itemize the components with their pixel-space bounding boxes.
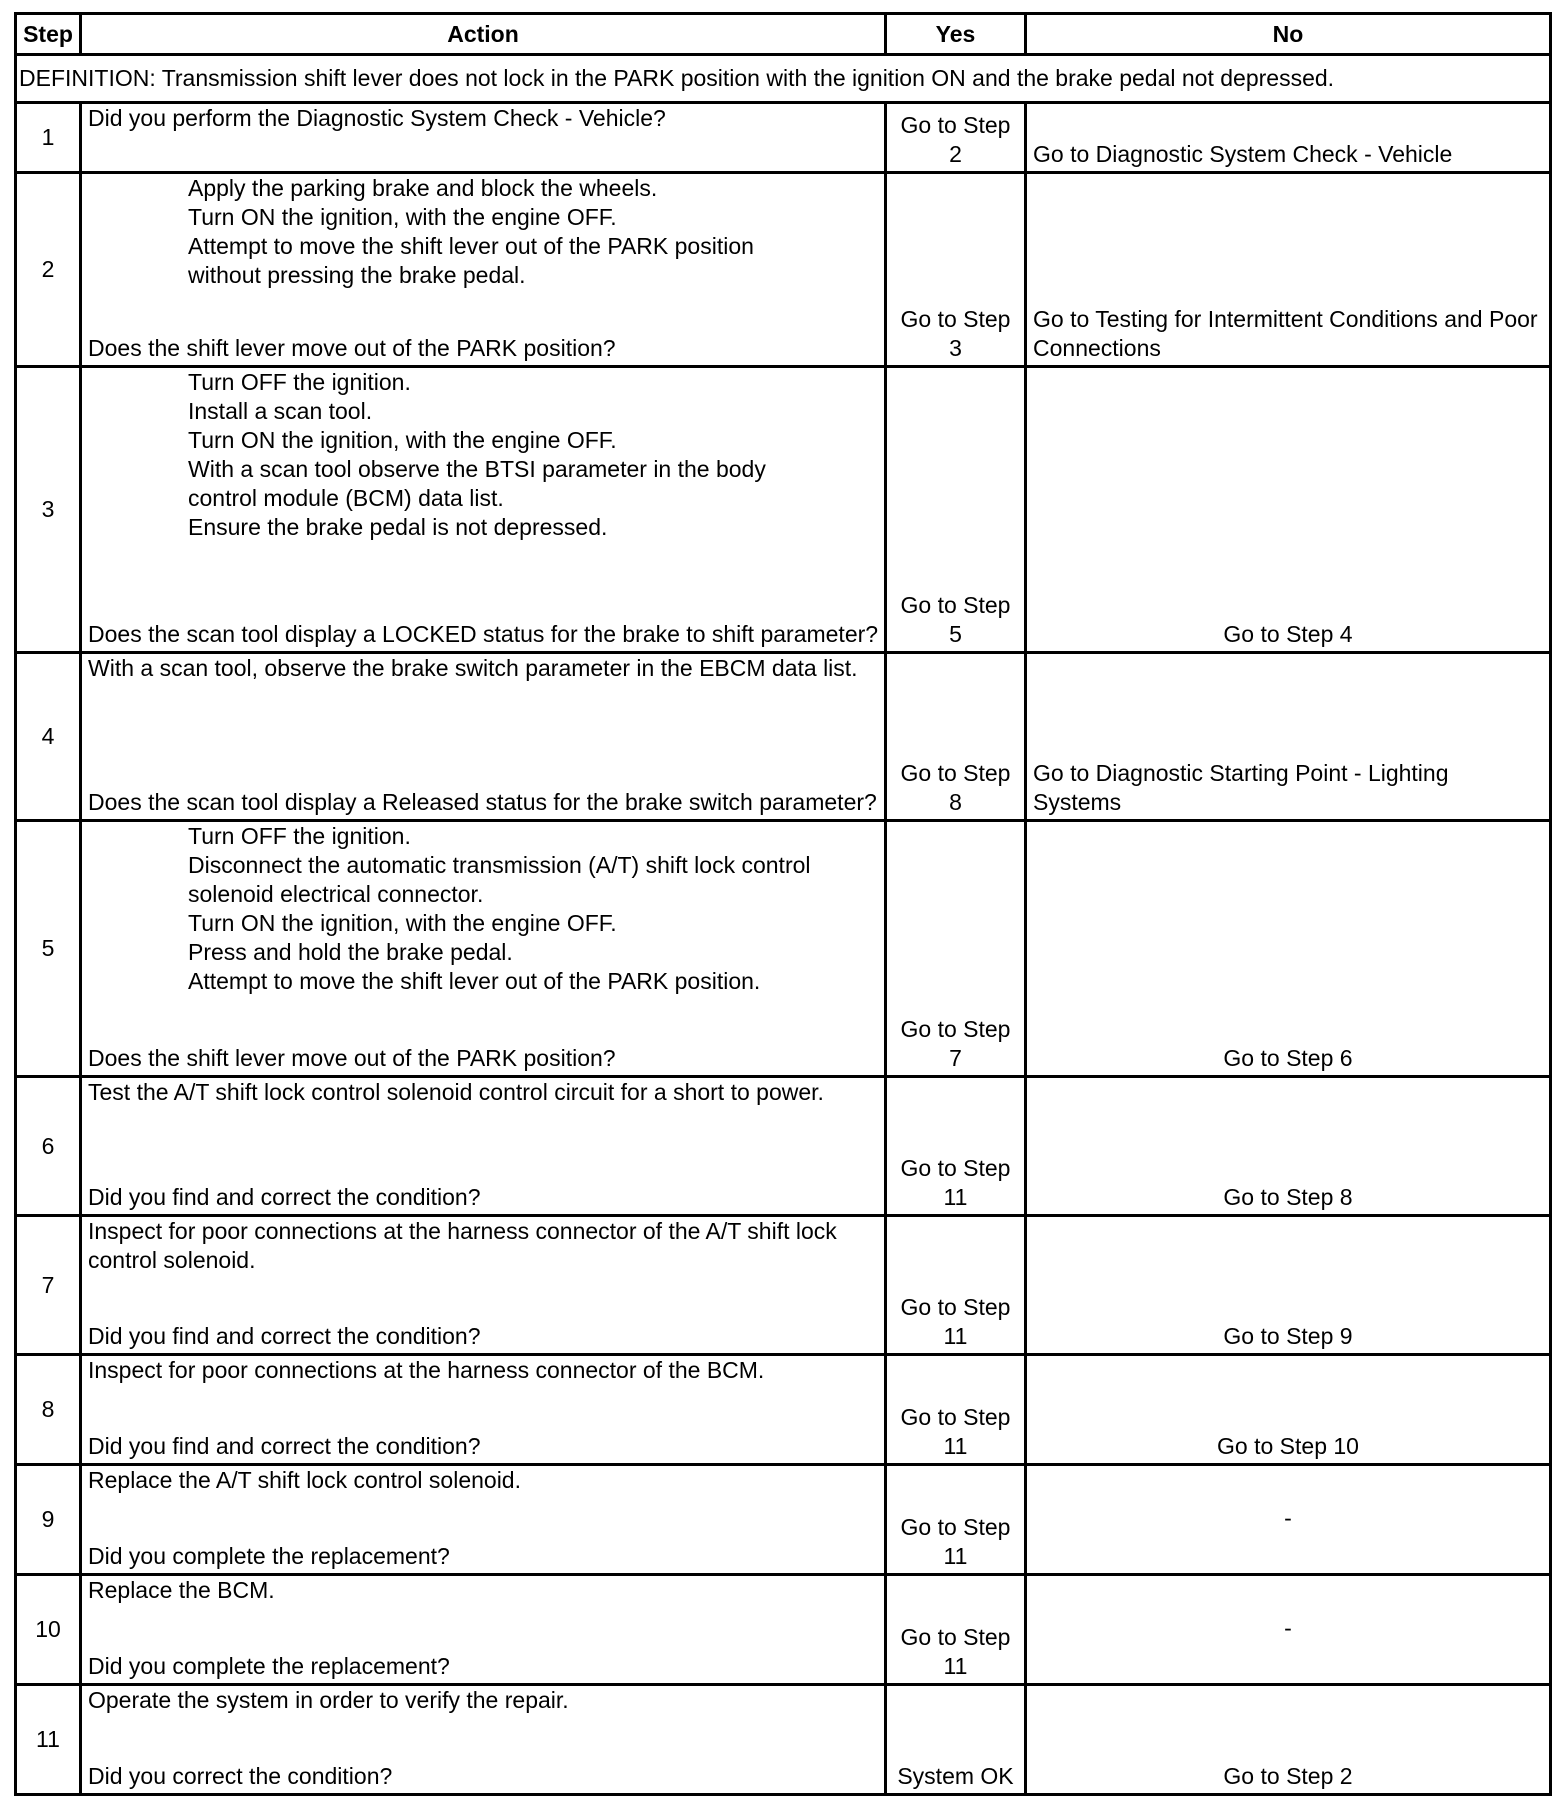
- action-cell: [81, 103, 886, 173]
- yes-cell: [886, 1685, 1026, 1795]
- yes-text: Go to Step: [900, 1514, 1011, 1540]
- yes-step: 11: [943, 1543, 968, 1569]
- action-cell: [81, 1077, 886, 1216]
- action-cell: [81, 653, 886, 821]
- action-question: Did you complete the replacement?: [88, 1653, 450, 1679]
- instruction-item: Turn ON the ignition, with the engine OFF.: [188, 910, 617, 936]
- action-question: Did you perform the Diagnostic System Check - Vehicle?: [88, 105, 666, 131]
- instruction-item: control module (BCM) data list.: [188, 485, 504, 511]
- step-number: 10: [16, 1575, 81, 1685]
- yes-cell: [886, 1465, 1026, 1575]
- no-cell: Go to Testing for Intermittent Conditions and Poor Connections: [1026, 173, 1551, 367]
- action-cell: [81, 821, 886, 1077]
- step-number: 3: [16, 367, 81, 653]
- no-cell: Go to Step 4: [1026, 367, 1551, 653]
- action-cell: [81, 173, 886, 367]
- yes-text: Go to Step: [900, 1624, 1011, 1650]
- instruction-item: Install a scan tool.: [188, 398, 373, 424]
- no-cell: Go to Diagnostic System Check - Vehicle: [1026, 103, 1551, 173]
- action-statement: Inspect for poor connections at the harness connector of the BCM.: [88, 1357, 765, 1383]
- no-cell: Go to Diagnostic Starting Point - Lighting Systems: [1026, 653, 1551, 821]
- yes-cell: [886, 103, 1026, 173]
- action-statement: Operate the system in order to verify the repair.: [88, 1687, 569, 1713]
- action-cell: [81, 1465, 886, 1575]
- instruction-list: [88, 174, 880, 290]
- yes-step: 3: [949, 335, 962, 361]
- yes-text: Go to Step: [900, 1404, 1011, 1430]
- header-yes: Yes: [886, 14, 1026, 55]
- table-row: [16, 1355, 1551, 1465]
- action-question: Does the scan tool display a Released status for the brake switch parameter?: [88, 789, 877, 815]
- instruction-item: Disconnect the automatic transmission (A/T) shift lock control: [188, 852, 811, 878]
- action-question: Does the shift lever move out of the PARK position?: [88, 335, 616, 361]
- table-row: [16, 1575, 1551, 1685]
- table-row: [16, 103, 1551, 173]
- no-cell: Go to Step 2: [1026, 1685, 1551, 1795]
- action-question: Does the scan tool display a LOCKED status for the brake to shift parameter?: [88, 621, 879, 647]
- action-statement: Replace the A/T shift lock control solenoid.: [88, 1467, 521, 1493]
- instruction-item: Attempt to move the shift lever out of the PARK position.: [188, 968, 761, 994]
- yes-cell: [886, 653, 1026, 821]
- action-cell: [81, 367, 886, 653]
- yes-cell: [886, 367, 1026, 653]
- yes-step: 11: [943, 1433, 968, 1459]
- yes-step: 2: [949, 141, 962, 167]
- yes-cell: [886, 1216, 1026, 1355]
- action-question: Did you find and correct the condition?: [88, 1323, 481, 1349]
- table-row: [16, 653, 1551, 821]
- yes-step: 8: [949, 789, 962, 815]
- action-cell: [81, 1216, 886, 1355]
- action-cell: [81, 1685, 886, 1795]
- diagnostic-table: [14, 12, 1552, 1796]
- table-row: [16, 1216, 1551, 1355]
- instruction-item: With a scan tool observe the BTSI parameter in the body: [188, 456, 766, 482]
- yes-text: Go to Step: [900, 1294, 1011, 1320]
- definition-text: DEFINITION: Transmission shift lever does not lock in the PARK position with the ignition ON and the brake pedal not depressed.: [16, 55, 1551, 103]
- yes-text: Go to Step: [900, 592, 1011, 618]
- yes-text: Go to Step: [900, 1155, 1011, 1181]
- table-row: [16, 1077, 1551, 1216]
- no-cell: Go to Step 8: [1026, 1077, 1551, 1216]
- step-number: 8: [16, 1355, 81, 1465]
- table-row: [16, 821, 1551, 1077]
- instruction-list: [88, 368, 880, 542]
- no-cell: -: [1026, 1465, 1551, 1575]
- yes-text: Go to Step: [900, 760, 1011, 786]
- action-question: Did you complete the replacement?: [88, 1543, 450, 1569]
- action-question: Did you find and correct the condition?: [88, 1184, 481, 1210]
- step-number: 9: [16, 1465, 81, 1575]
- instruction-item: Press and hold the brake pedal.: [188, 939, 513, 965]
- action-statement: Test the A/T shift lock control solenoid control circuit for a short to power.: [88, 1079, 824, 1105]
- instruction-item: Ensure the brake pedal is not depressed.: [188, 514, 608, 540]
- header-action: Action: [81, 14, 886, 55]
- table-row: [16, 1465, 1551, 1575]
- action-cell: [81, 1575, 886, 1685]
- yes-step: 11: [943, 1184, 968, 1210]
- action-question: Did you correct the condition?: [88, 1763, 393, 1789]
- yes-cell: [886, 821, 1026, 1077]
- step-number: 6: [16, 1077, 81, 1216]
- action-question: Did you find and correct the condition?: [88, 1433, 481, 1459]
- no-cell: Go to Step 9: [1026, 1216, 1551, 1355]
- step-number: 1: [16, 103, 81, 173]
- yes-cell: [886, 1077, 1026, 1216]
- step-number: 7: [16, 1216, 81, 1355]
- yes-cell: [886, 1575, 1026, 1685]
- yes-text: Go to Step: [900, 1016, 1011, 1042]
- no-cell: Go to Step 6: [1026, 821, 1551, 1077]
- action-statement: Replace the BCM.: [88, 1577, 275, 1603]
- instruction-item: Turn OFF the ignition.: [188, 369, 411, 395]
- instruction-item: Apply the parking brake and block the wheels.: [188, 175, 658, 201]
- table-row: [16, 1685, 1551, 1795]
- yes-cell: [886, 173, 1026, 367]
- instruction-item: without pressing the brake pedal.: [188, 262, 526, 288]
- yes-text: System OK: [897, 1763, 1014, 1789]
- step-number: 11: [16, 1685, 81, 1795]
- instruction-item: Turn ON the ignition, with the engine OFF.: [188, 427, 617, 453]
- yes-step: 11: [943, 1323, 968, 1349]
- action-statement: With a scan tool, observe the brake switch parameter in the EBCM data list.: [88, 655, 858, 681]
- definition-row: [16, 55, 1551, 103]
- header-row: [16, 14, 1551, 55]
- instruction-item: Turn ON the ignition, with the engine OFF.: [188, 204, 617, 230]
- action-statement: Inspect for poor connections at the harness connector of the A/T shift lock control solenoid.: [88, 1218, 837, 1273]
- no-cell: -: [1026, 1575, 1551, 1685]
- table-row: [16, 173, 1551, 367]
- step-number: 5: [16, 821, 81, 1077]
- yes-step: 11: [943, 1653, 968, 1679]
- yes-cell: [886, 1355, 1026, 1465]
- step-number: 4: [16, 653, 81, 821]
- instruction-list: [88, 822, 880, 996]
- instruction-item: Attempt to move the shift lever out of the PARK position: [188, 233, 754, 259]
- no-cell: Go to Step 10: [1026, 1355, 1551, 1465]
- yes-text: Go to Step: [900, 306, 1011, 332]
- header-no: No: [1026, 14, 1551, 55]
- action-cell: [81, 1355, 886, 1465]
- instruction-item: solenoid electrical connector.: [188, 881, 484, 907]
- yes-text: Go to Step: [900, 112, 1011, 138]
- instruction-item: Turn OFF the ignition.: [188, 823, 411, 849]
- header-step: Step: [16, 14, 81, 55]
- yes-step: 5: [949, 621, 962, 647]
- yes-step: 7: [949, 1045, 962, 1071]
- action-question: Does the shift lever move out of the PARK position?: [88, 1045, 616, 1071]
- table-row: [16, 367, 1551, 653]
- step-number: 2: [16, 173, 81, 367]
